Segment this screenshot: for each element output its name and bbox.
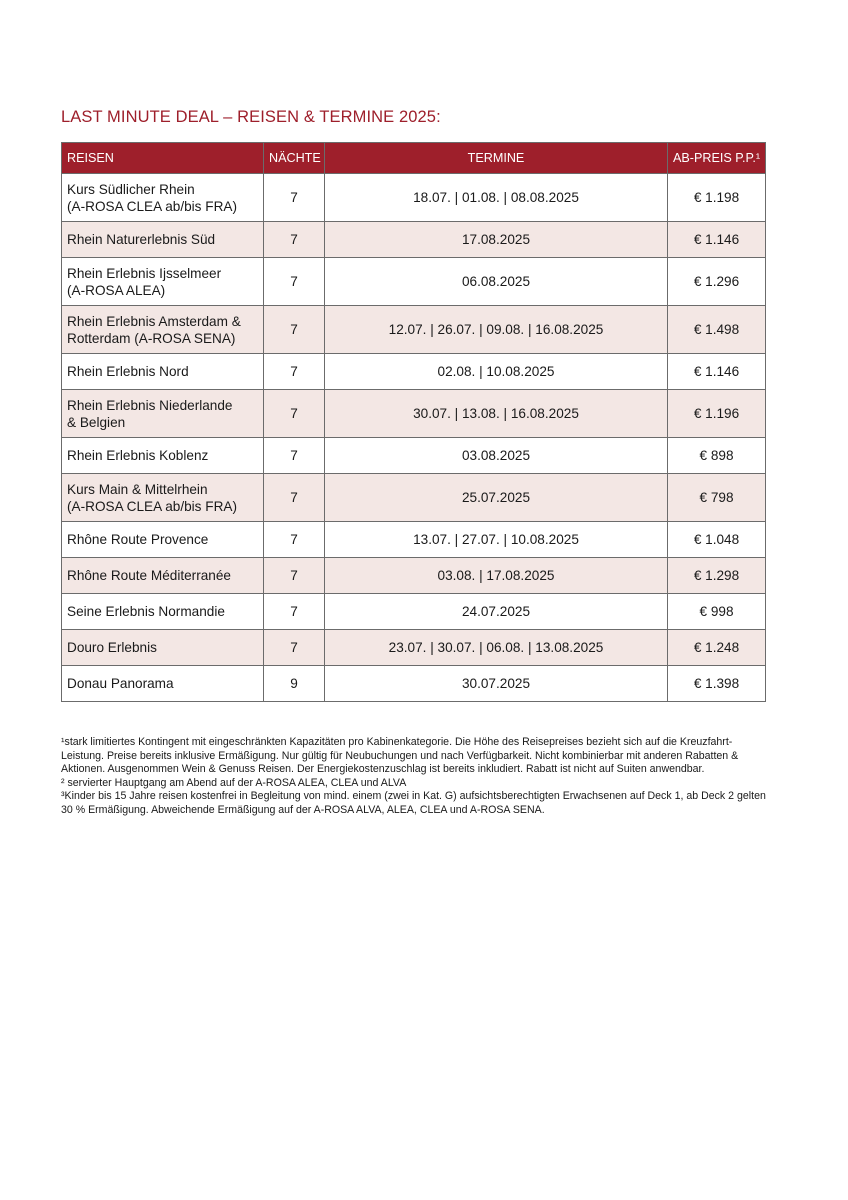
reise-name-line: (A-ROSA CLEA ab/bis FRA) <box>67 198 237 214</box>
cell-termine: 25.07.2025 <box>325 474 668 522</box>
reise-name-line: Seine Erlebnis Normandie <box>67 604 225 619</box>
cell-naechte: 7 <box>264 522 325 558</box>
cell-naechte: 7 <box>264 222 325 258</box>
reise-name-line: & Belgien <box>67 414 126 430</box>
cell-termine: 18.07. | 01.08. | 08.08.2025 <box>325 174 668 222</box>
cell-naechte: 7 <box>264 174 325 222</box>
reise-name-line: Rhein Erlebnis Koblenz <box>67 448 209 463</box>
cell-naechte: 7 <box>264 306 325 354</box>
cell-naechte: 7 <box>264 354 325 390</box>
reise-name-line: Donau Panorama <box>67 676 174 691</box>
table-row <box>62 474 766 522</box>
cell-preis: € 1.048 <box>668 522 766 558</box>
cell-naechte: 7 <box>264 258 325 306</box>
table-row <box>62 354 766 390</box>
reise-name-line: Kurs Main & Mittelrhein <box>67 481 208 497</box>
reise-name-line: (A-ROSA CLEA ab/bis FRA) <box>67 498 237 514</box>
header-ab-preis: AB-PREIS P.P.¹ <box>668 143 766 174</box>
reise-name-line: Rhône Route Provence <box>67 532 209 547</box>
cell-preis: € 1.248 <box>668 630 766 666</box>
table-row <box>62 390 766 438</box>
cell-reise <box>62 438 264 474</box>
header-reisen: REISEN <box>62 143 264 174</box>
cell-reise <box>62 474 264 522</box>
cell-naechte: 7 <box>264 438 325 474</box>
cell-termine: 30.07. | 13.08. | 16.08.2025 <box>325 390 668 438</box>
cell-preis: € 1.198 <box>668 174 766 222</box>
cell-naechte: 7 <box>264 630 325 666</box>
cell-preis: € 1.398 <box>668 666 766 702</box>
table-header-row <box>62 143 766 174</box>
cell-preis: € 1.498 <box>668 306 766 354</box>
cell-preis: € 898 <box>668 438 766 474</box>
cell-reise <box>62 666 264 702</box>
reise-name-line: Rotterdam (A-ROSA SENA) <box>67 330 236 346</box>
table-row <box>62 666 766 702</box>
cell-termine: 03.08. | 17.08.2025 <box>325 558 668 594</box>
table-row <box>62 174 766 222</box>
table-row <box>62 630 766 666</box>
reise-name-line: (A-ROSA ALEA) <box>67 282 166 298</box>
footnotes <box>61 736 771 817</box>
cell-preis: € 1.196 <box>668 390 766 438</box>
cell-reise <box>62 390 264 438</box>
cell-naechte: 7 <box>264 474 325 522</box>
cell-naechte: 7 <box>264 558 325 594</box>
reise-name-line: Kurs Südlicher Rhein <box>67 181 195 197</box>
footnote-2: ² servierter Hauptgang am Abend auf der A-ROSA ALEA, CLEA und ALVA <box>61 776 407 789</box>
cell-reise <box>62 522 264 558</box>
cell-termine: 02.08. | 10.08.2025 <box>325 354 668 390</box>
cell-reise <box>62 306 264 354</box>
reise-name-line: Rhein Erlebnis Nord <box>67 364 189 379</box>
header-termine: TERMINE <box>325 143 668 174</box>
cell-preis: € 1.146 <box>668 354 766 390</box>
cell-termine: 23.07. | 30.07. | 06.08. | 13.08.2025 <box>325 630 668 666</box>
cell-preis: € 798 <box>668 474 766 522</box>
cell-reise <box>62 222 264 258</box>
cell-preis: € 1.298 <box>668 558 766 594</box>
table-row <box>62 558 766 594</box>
cell-reise <box>62 354 264 390</box>
cell-reise <box>62 558 264 594</box>
cell-preis: € 1.296 <box>668 258 766 306</box>
footnote-3: ³Kinder bis 15 Jahre reisen kostenfrei in Begleitung von mind. einem (zwei in Kat. G) aufsichtsberechtigten Erwachsenen auf Deck 1, ab Deck 2 gelten 30 % Ermäßigung. Abweichende Ermäßigung auf der A-ROSA ALVA, ALEA, CLEA und A-ROSA SENA. <box>61 790 766 816</box>
cell-termine: 03.08.2025 <box>325 438 668 474</box>
reise-name-line: Rhein Erlebnis Ijsselmeer <box>67 265 222 281</box>
cell-naechte: 7 <box>264 390 325 438</box>
cell-reise <box>62 594 264 630</box>
reise-name-line: Rhein Erlebnis Amsterdam & <box>67 313 241 329</box>
cell-naechte: 9 <box>264 666 325 702</box>
footnote-1: ¹stark limitiertes Kontingent mit eingeschränkten Kapazitäten pro Kabinenkategorie. Die Höhe des Reisepreises bezieht sich auf die Kreuzfahrt-Leistung. Preise bereits inklusive Ermäßigung. Nur gültig für Neubuchungen und nach Verfügbarkeit. Nicht kombinierbar mit anderen Rabatten & Aktionen. Ausgenommen Wein & Genuss Reisen. Der Energiekostenzuschlag ist bereits inkludiert. Rabatt ist nicht auf Suiten anwendbar. <box>61 736 739 775</box>
page-title: LAST MINUTE DEAL – REISEN & TERMINE 2025: <box>61 108 441 126</box>
cell-reise <box>62 174 264 222</box>
cell-termine: 30.07.2025 <box>325 666 668 702</box>
cell-termine: 13.07. | 27.07. | 10.08.2025 <box>325 522 668 558</box>
deals-table <box>61 142 766 702</box>
table-row <box>62 258 766 306</box>
cell-termine: 17.08.2025 <box>325 222 668 258</box>
header-naechte: NÄCHTE <box>264 143 325 174</box>
reise-name-line: Rhône Route Méditerranée <box>67 568 231 583</box>
cell-termine: 12.07. | 26.07. | 09.08. | 16.08.2025 <box>325 306 668 354</box>
cell-naechte: 7 <box>264 594 325 630</box>
cell-reise <box>62 630 264 666</box>
reise-name-line: Rhein Erlebnis Niederlande <box>67 397 233 413</box>
cell-reise <box>62 258 264 306</box>
table-body <box>62 174 766 702</box>
cell-termine: 06.08.2025 <box>325 258 668 306</box>
reise-name-line: Rhein Naturerlebnis Süd <box>67 232 216 247</box>
table-row <box>62 306 766 354</box>
table-row <box>62 522 766 558</box>
table-row <box>62 222 766 258</box>
table-row <box>62 594 766 630</box>
cell-preis: € 998 <box>668 594 766 630</box>
cell-preis: € 1.146 <box>668 222 766 258</box>
table-row <box>62 438 766 474</box>
cell-termine: 24.07.2025 <box>325 594 668 630</box>
reise-name-line: Douro Erlebnis <box>67 640 157 655</box>
